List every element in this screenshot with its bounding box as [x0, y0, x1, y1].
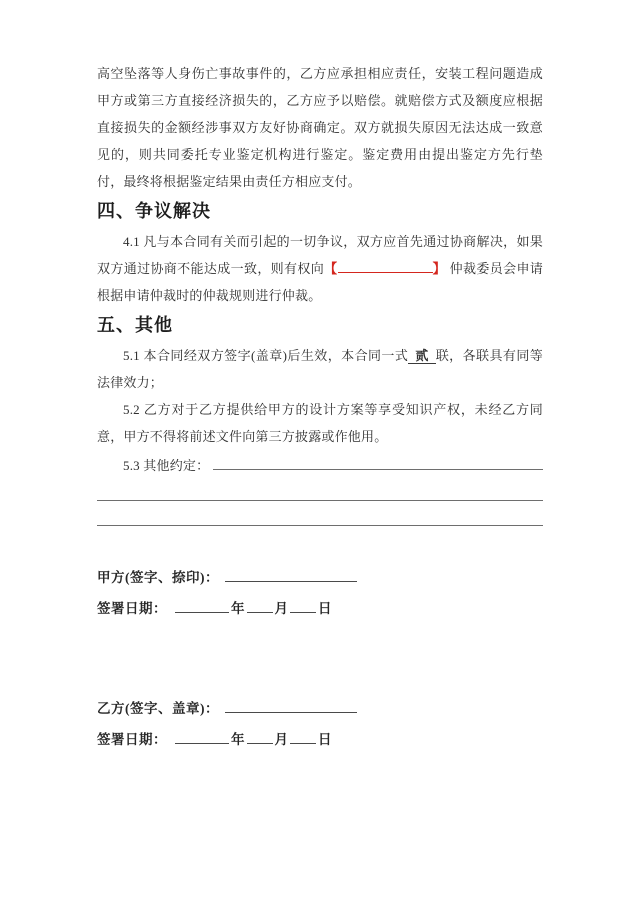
party-a-day-blank[interactable]: [290, 595, 316, 613]
party-a-year-unit: 年: [231, 601, 245, 616]
clause-5-2: 5.2 乙方对于乙方提供给甲方的设计方案等享受知识产权，未经乙方同意，甲方不得将前述文件向第三方披露或作他用。: [97, 402, 543, 444]
section-4-heading: 四、争议解决: [97, 201, 211, 221]
other-terms-blank-line-2[interactable]: [97, 501, 543, 526]
party-a-label: 甲方(签字、捺印)：: [97, 570, 219, 585]
clause-5-3-label: 5.3 其他约定：: [123, 458, 210, 473]
clause-5-1-text-before: 5.1 本合同经双方签字(盖章)后生效，本合同一式: [123, 348, 409, 363]
party-b-label: 乙方(签字、盖章)：: [97, 701, 219, 716]
clause-4-1-text-before: 4.1 凡与本合同有关而引起的一切争议，双方应首先通过协商解决，如果双方通过协商不能达成一致，则有权向: [97, 234, 543, 276]
party-a-signature-row: [97, 564, 543, 592]
spacer: [97, 623, 543, 695]
party-b-signature-block: [97, 695, 543, 754]
clause-5-1-text-after: 联，各联具有同等法律效力；: [97, 348, 543, 390]
party-a-month-blank[interactable]: [247, 595, 273, 613]
party-a-day-unit: 日: [318, 601, 332, 616]
liability-paragraph: 高空坠落等人身伤亡事故事件的，乙方应承担相应责任，安装工程问题造成甲方或第三方直接经济损失的，乙方应予以赔偿。就赔偿方式及额度应根据直接损失的金额经涉事双方友好协商确定。双方就损失原因无法达成一致意见的，则共同委托专业鉴定机构进行鉴定。鉴定费用由提出鉴定方先行垫付，最终将根据鉴定结果由责任方相应支付。: [97, 66, 543, 189]
party-b-signature-row: [97, 695, 543, 723]
copies-count-blank[interactable]: 贰: [408, 348, 435, 364]
party-b-day-unit: 日: [318, 732, 332, 747]
section-5-heading: 五、其他: [97, 315, 173, 335]
other-terms-blank[interactable]: [213, 450, 543, 470]
party-b-date-label: 签署日期：: [97, 732, 167, 747]
clause-5-3: [97, 450, 543, 479]
party-a-signature-blank[interactable]: [225, 564, 357, 582]
open-bracket: 【: [324, 261, 338, 276]
party-b-date-row: [97, 726, 543, 754]
spacer: [97, 526, 543, 564]
party-a-month-unit: 月: [274, 601, 288, 616]
clause-4-1: [97, 228, 543, 309]
party-b-year-unit: 年: [231, 732, 245, 747]
party-b-month-unit: 月: [274, 732, 288, 747]
party-b-signature-blank[interactable]: [225, 695, 357, 713]
party-a-date-row: [97, 595, 543, 623]
party-a-date-label: 签署日期：: [97, 601, 167, 616]
close-bracket: 】: [432, 261, 447, 276]
clause-5-1: [97, 342, 543, 396]
clause-4-1-text-after: 仲裁委员会申请根据申请仲裁时的仲裁规则进行仲裁。: [97, 261, 544, 303]
arbitration-committee-blank[interactable]: [338, 260, 433, 273]
other-terms-blank-line-1[interactable]: [97, 479, 543, 501]
party-a-year-blank[interactable]: [175, 595, 229, 613]
party-b-year-blank[interactable]: [175, 726, 229, 744]
party-b-month-blank[interactable]: [247, 726, 273, 744]
party-a-signature-block: [97, 564, 543, 623]
party-b-day-blank[interactable]: [290, 726, 316, 744]
